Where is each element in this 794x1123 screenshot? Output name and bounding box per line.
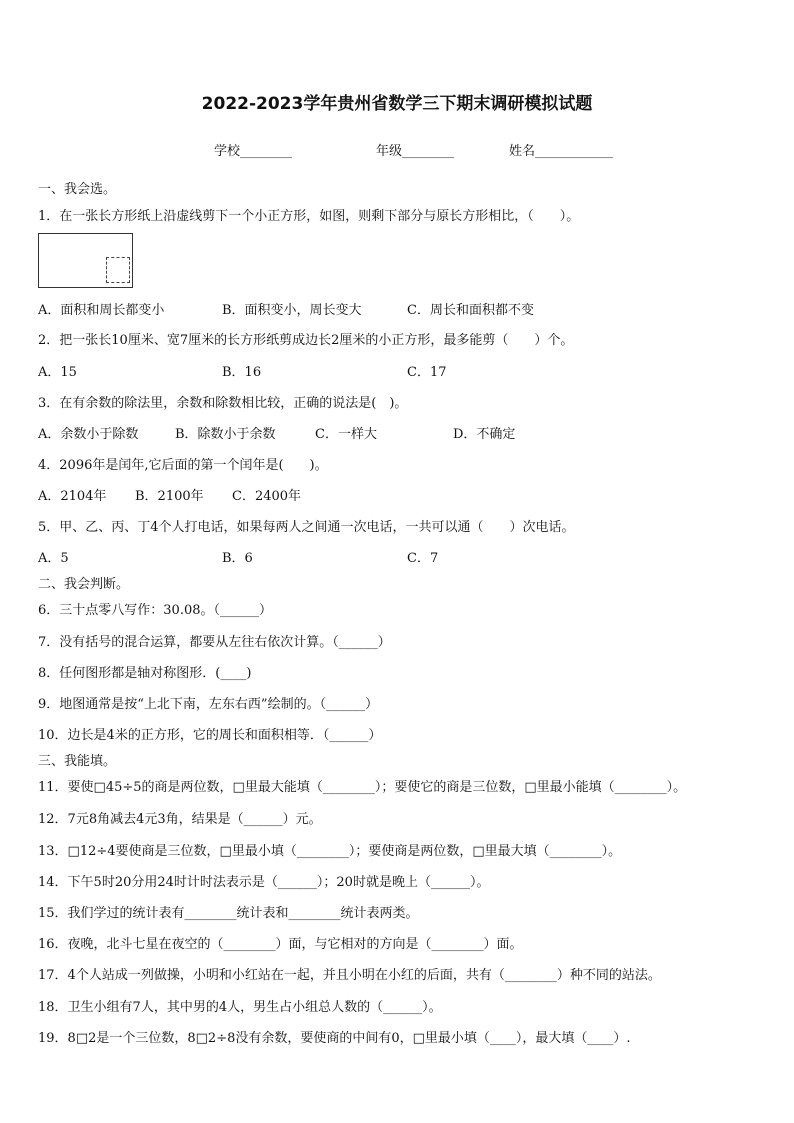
question-5: 5．甲、乙、丙、丁4个人打电话，如果每两人之间通一次电话，一共可以通（ ）次电话。 [38, 520, 575, 535]
rectangle-figure [38, 233, 133, 288]
question-19: 19．8□2是一个三位数，8□2÷8没有余数，要使商的中间有0，□里最小填（____），最大填（____）. [38, 1031, 631, 1046]
cut-square-dashed [106, 257, 130, 283]
q3-option-b: B．除数小于余数 [175, 427, 276, 442]
question-18: 18．卫生小组有7人，其中男的4人，男生占小组总人数的（______）。 [38, 1000, 442, 1015]
q4-option-b: B．2100年 [135, 489, 204, 504]
question-11: 11．要使□45÷5的商是两位数，□里最大能填（________）；要使它的商是三位数，□里最小能填（________）。 [38, 780, 687, 795]
page-title: 2022-2023学年贵州省数学三下期末调研模拟试题 [201, 94, 593, 114]
question-16: 16．夜晚，北斗七星在夜空的（________）面，与它相对的方向是（________）面。 [38, 937, 523, 952]
q2-option-a: A．15 [38, 365, 77, 380]
q2-option-c: C．17 [407, 365, 447, 380]
question-17: 17．4个人站成一列做操，小明和小红站在一起，并且小明在小红的后面，共有（________）种不同的站法。 [38, 968, 661, 983]
q2-option-b: B．16 [222, 365, 262, 380]
q5-option-b: B．6 [222, 551, 253, 566]
q3-option-d: D．不确定 [453, 427, 516, 442]
question-10: 10．边长是4米的正方形，它的周长和面积相等．（______） [38, 728, 382, 743]
q1-option-a: A．面积和周长都变小 [38, 303, 165, 318]
q3-option-c: C．一样大 [315, 427, 377, 442]
question-14: 14．下午5时20分用24时计时法表示是（______）；20时就是晚上（______）。 [38, 875, 490, 890]
q5-option-a: A．5 [38, 551, 69, 566]
q4-option-a: A．2104年 [38, 489, 107, 504]
section-heading-fill: 三、我能填。 [38, 754, 117, 769]
q5-option-c: C．7 [407, 551, 439, 566]
grade-field: 年级________ [376, 144, 455, 159]
question-3: 3．在有余数的除法里，余数和除数相比较，正确的说法是( )。 [38, 396, 408, 411]
question-1: 1．在一张长方形纸上沿虚线剪下一个小正方形，如图，则剩下部分与原长方形相比，（ ）。 [38, 209, 580, 224]
school-field: 学校________ [214, 144, 293, 159]
section-heading-judge: 二、我会判断。 [38, 577, 130, 592]
question-6: 6．三十点零八写作：30.08。（______） [38, 603, 272, 618]
question-9: 9．地图通常是按“上北下南，左东右西”绘制的。（______） [38, 697, 379, 712]
name-field: 姓名____________ [509, 144, 614, 159]
q3-option-a: A．余数小于除数 [38, 427, 139, 442]
question-4: 4．2096年是闰年,它后面的第一个闰年是( )。 [38, 458, 328, 473]
question-13: 13．□12÷4要使商是三位数，□里最小填（________）；要使商是两位数，□里最大填（________）。 [38, 844, 622, 859]
q1-option-c: C．周长和面积都不变 [407, 303, 534, 318]
q4-option-c: C．2400年 [232, 489, 302, 504]
cut-square-edge [129, 257, 130, 283]
question-2: 2．把一张长10厘米、宽7厘米的长方形纸剪成边长2厘米的小正方形，最多能剪（ ）个。 [38, 333, 574, 348]
section-heading-choice: 一、我会选。 [38, 182, 117, 197]
q1-option-b: B．面积变小，周长变大 [222, 303, 362, 318]
question-12: 12．7元8角减去4元3角，结果是（______）元。 [38, 812, 322, 827]
question-7: 7．没有括号的混合运算，都要从左往右依次计算。（______） [38, 635, 391, 650]
question-8: 8．任何图形都是轴对称图形．(____) [38, 666, 252, 681]
question-15: 15．我们学过的统计表有________统计表和________统计表两类。 [38, 906, 419, 921]
